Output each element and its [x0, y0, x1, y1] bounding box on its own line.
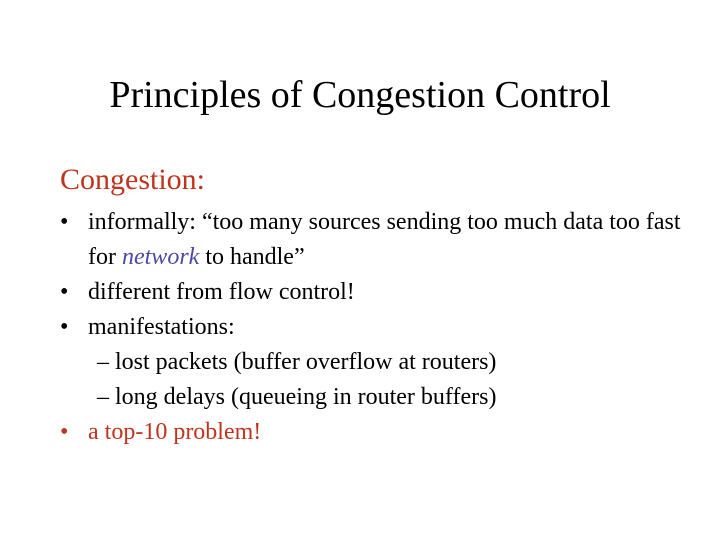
sub-bullet-long-delays — [60, 380, 700, 415]
bullet-text: different from flow control! — [88, 279, 355, 305]
bullet-top-10-problem — [60, 415, 700, 450]
sub-dash: – — [97, 384, 109, 410]
bullet-dot: • — [60, 314, 69, 340]
section-heading: Congestion: — [60, 163, 206, 196]
bullet-manifestations — [60, 310, 700, 345]
bullet-flow-control — [60, 275, 700, 310]
bullet-informally — [60, 205, 700, 275]
bullet-dot: • — [60, 209, 69, 235]
sub-bullet-text: lost packets (buffer overflow at routers) — [115, 349, 497, 375]
sub-dash: – — [97, 349, 109, 375]
bullet-dot: • — [60, 279, 69, 305]
bullet-text: manifestations: — [88, 314, 235, 340]
emphasis-network: network — [121, 244, 200, 270]
bullet-text-part: informally: “too many sources sending too much data too fast for — [88, 209, 681, 270]
bullet-list — [60, 205, 700, 450]
slide-title: Principles of Congestion Control — [109, 74, 611, 116]
bullet-text: a top-10 problem! — [88, 419, 262, 445]
sub-bullet-text: long delays (queueing in router buffers) — [115, 384, 497, 410]
bullet-dot: • — [60, 419, 69, 445]
bullet-text-part: to handle” — [199, 244, 305, 270]
sub-bullet-lost-packets — [60, 345, 700, 380]
